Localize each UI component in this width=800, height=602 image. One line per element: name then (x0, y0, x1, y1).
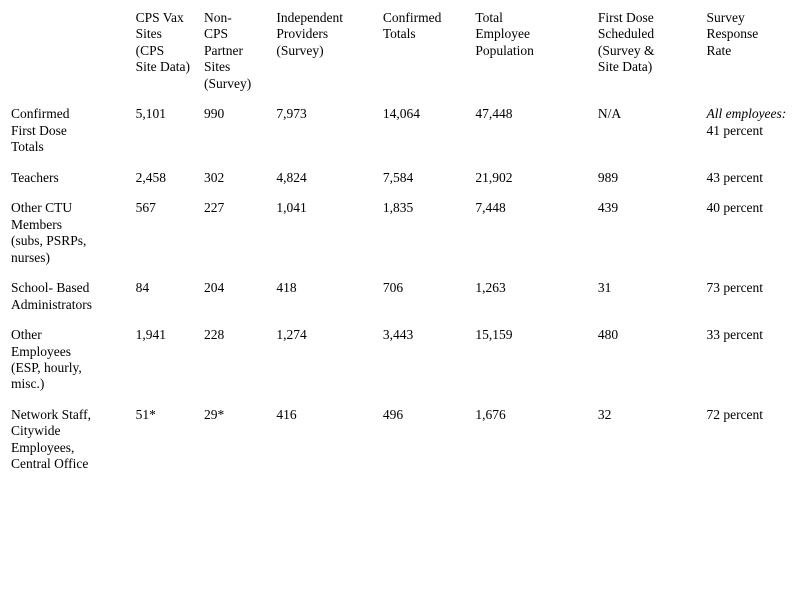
cell-confirmed-totals: 3,443 (376, 320, 468, 400)
cell-survey-response-rate: 40 percent (699, 193, 794, 273)
cell-total-employee-population: 21,902 (468, 163, 577, 193)
column-gap (687, 273, 699, 320)
cell-first-dose-scheduled: 31 (591, 273, 687, 320)
header-cell-row-label (4, 3, 129, 99)
header-line: Total (475, 10, 503, 25)
cell-total-employee-population: 15,159 (468, 320, 577, 400)
label-line: Network Staff, (11, 406, 91, 422)
cell-cps-vax-sites: 567 (129, 193, 197, 273)
table-body (4, 99, 794, 479)
header-line: (Survey) (203, 75, 252, 91)
cell-independent-providers: 7,973 (269, 99, 376, 162)
cell-confirmed-totals: 7,584 (376, 163, 468, 193)
cell-first-dose-scheduled: 480 (591, 320, 687, 400)
header-cell-survey-response-rate (699, 3, 794, 99)
label-line: Employees (11, 343, 71, 359)
cell-first-dose-scheduled: 989 (591, 163, 687, 193)
label-line: nurses) (11, 249, 50, 265)
label-line: First Dose (11, 122, 67, 138)
header-line: Sites (CPS (135, 26, 165, 58)
header-line: Sites (203, 59, 231, 75)
cell-survey-response-rate: 33 percent (699, 320, 794, 400)
label-line: Teachers (11, 169, 59, 185)
label-line: Confirmed (11, 106, 70, 122)
document-page (0, 3, 800, 602)
header-cell-cps-vax-sites (129, 3, 197, 99)
cell-independent-providers: 1,274 (269, 320, 376, 400)
header-cell-independent-providers (269, 3, 376, 99)
column-gap (577, 273, 591, 320)
table-row (4, 99, 794, 162)
column-gap (687, 3, 699, 99)
header-line: Rate (706, 42, 732, 58)
header-cell-confirmed-totals (376, 3, 468, 99)
survey-rate-line: 41 percent (706, 122, 764, 138)
label-line: Other (11, 327, 42, 343)
table-row (4, 193, 794, 273)
table-row (4, 320, 794, 400)
header-line: Independent (276, 10, 344, 25)
header-line: Employee (475, 26, 531, 42)
cell-first-dose-scheduled: N/A (591, 99, 687, 162)
cell-cps-vax-sites: 2,458 (129, 163, 197, 193)
cell-survey-response-rate: 43 percent (699, 163, 794, 193)
column-gap (577, 320, 591, 400)
header-row (4, 3, 794, 99)
label-line: School- Based (11, 280, 90, 296)
table-row (4, 273, 794, 320)
cell-confirmed-totals: 706 (376, 273, 468, 320)
cell-independent-providers: 1,041 (269, 193, 376, 273)
cell-non-cps-partner-sites: 29* (197, 400, 269, 480)
vaccination-data-table (4, 3, 794, 480)
column-gap (577, 400, 591, 480)
header-line: Totals (382, 26, 416, 42)
label-line: Employees, (11, 439, 75, 455)
header-line: (Survey) (276, 42, 324, 58)
column-gap (577, 99, 591, 162)
row-label-teachers (4, 163, 129, 193)
cell-non-cps-partner-sites: 228 (197, 320, 269, 400)
survey-rate-line: All (706, 106, 723, 122)
survey-rate-line: employees: (725, 106, 787, 122)
header-line: CPS Vax (135, 10, 184, 25)
column-gap (687, 320, 699, 400)
label-line: misc.) (11, 376, 45, 392)
header-line: Population (475, 42, 534, 58)
header-line: Response (706, 26, 759, 42)
column-gap (687, 400, 699, 480)
label-line: Citywide (11, 423, 61, 439)
header-line: Scheduled (597, 26, 655, 42)
label-line: Other CTU (11, 200, 73, 216)
column-gap (687, 99, 699, 162)
header-line: Site Data) (597, 59, 653, 75)
cell-total-employee-population: 1,676 (468, 400, 577, 480)
column-gap (687, 163, 699, 193)
cell-independent-providers: 418 (269, 273, 376, 320)
cell-non-cps-partner-sites: 227 (197, 193, 269, 273)
header-line: First Dose (597, 10, 654, 25)
table-header (4, 3, 794, 99)
header-line: Survey (706, 10, 745, 25)
cell-cps-vax-sites: 51* (129, 400, 197, 480)
header-line: CPS (203, 26, 228, 42)
cell-cps-vax-sites: 84 (129, 273, 197, 320)
cell-total-employee-population: 1,263 (468, 273, 577, 320)
header-line: (Survey & (597, 42, 655, 58)
table-row (4, 400, 794, 480)
cell-total-employee-population: 47,448 (468, 99, 577, 162)
column-gap (577, 3, 591, 99)
table-row (4, 163, 794, 193)
cell-total-employee-population: 7,448 (468, 193, 577, 273)
label-line: Administrators (11, 296, 92, 312)
label-line: Central Office (11, 456, 89, 472)
header-cell-total-employee-population (468, 3, 577, 99)
cell-confirmed-totals: 14,064 (376, 99, 468, 162)
label-line: Totals (11, 139, 44, 155)
cell-non-cps-partner-sites: 204 (197, 273, 269, 320)
header-line: Providers (276, 26, 329, 42)
row-label-network-staff (4, 400, 129, 480)
row-label-other-employees (4, 320, 129, 400)
header-line: Partner (203, 42, 243, 58)
row-label-confirmed-first-dose-totals (4, 99, 129, 162)
label-line: (ESP, hourly, (11, 359, 82, 375)
column-gap (577, 163, 591, 193)
cell-survey-response-rate: 72 percent (699, 400, 794, 480)
cell-survey-response-rate: 73 percent (699, 273, 794, 320)
cell-cps-vax-sites: 1,941 (129, 320, 197, 400)
cell-confirmed-totals: 1,835 (376, 193, 468, 273)
cell-first-dose-scheduled: 439 (591, 193, 687, 273)
cell-first-dose-scheduled: 32 (591, 400, 687, 480)
cell-cps-vax-sites: 5,101 (129, 99, 197, 162)
column-gap (687, 193, 699, 273)
row-label-school-based-administrators (4, 273, 129, 320)
header-cell-non-cps-partner-sites (197, 3, 269, 99)
cell-independent-providers: 416 (269, 400, 376, 480)
cell-survey-response-rate (699, 99, 794, 162)
column-gap (577, 193, 591, 273)
header-line: Confirmed (382, 10, 442, 25)
row-label-other-ctu-members (4, 193, 129, 273)
cell-confirmed-totals: 496 (376, 400, 468, 480)
header-line: Site Data) (135, 59, 190, 75)
cell-non-cps-partner-sites: 302 (197, 163, 269, 193)
cell-non-cps-partner-sites: 990 (197, 99, 269, 162)
cell-independent-providers: 4,824 (269, 163, 376, 193)
label-line: (subs, PSRPs, (11, 233, 87, 249)
label-line: Members (11, 216, 62, 232)
header-line: Non- (203, 10, 232, 25)
header-cell-first-dose-scheduled (591, 3, 687, 99)
